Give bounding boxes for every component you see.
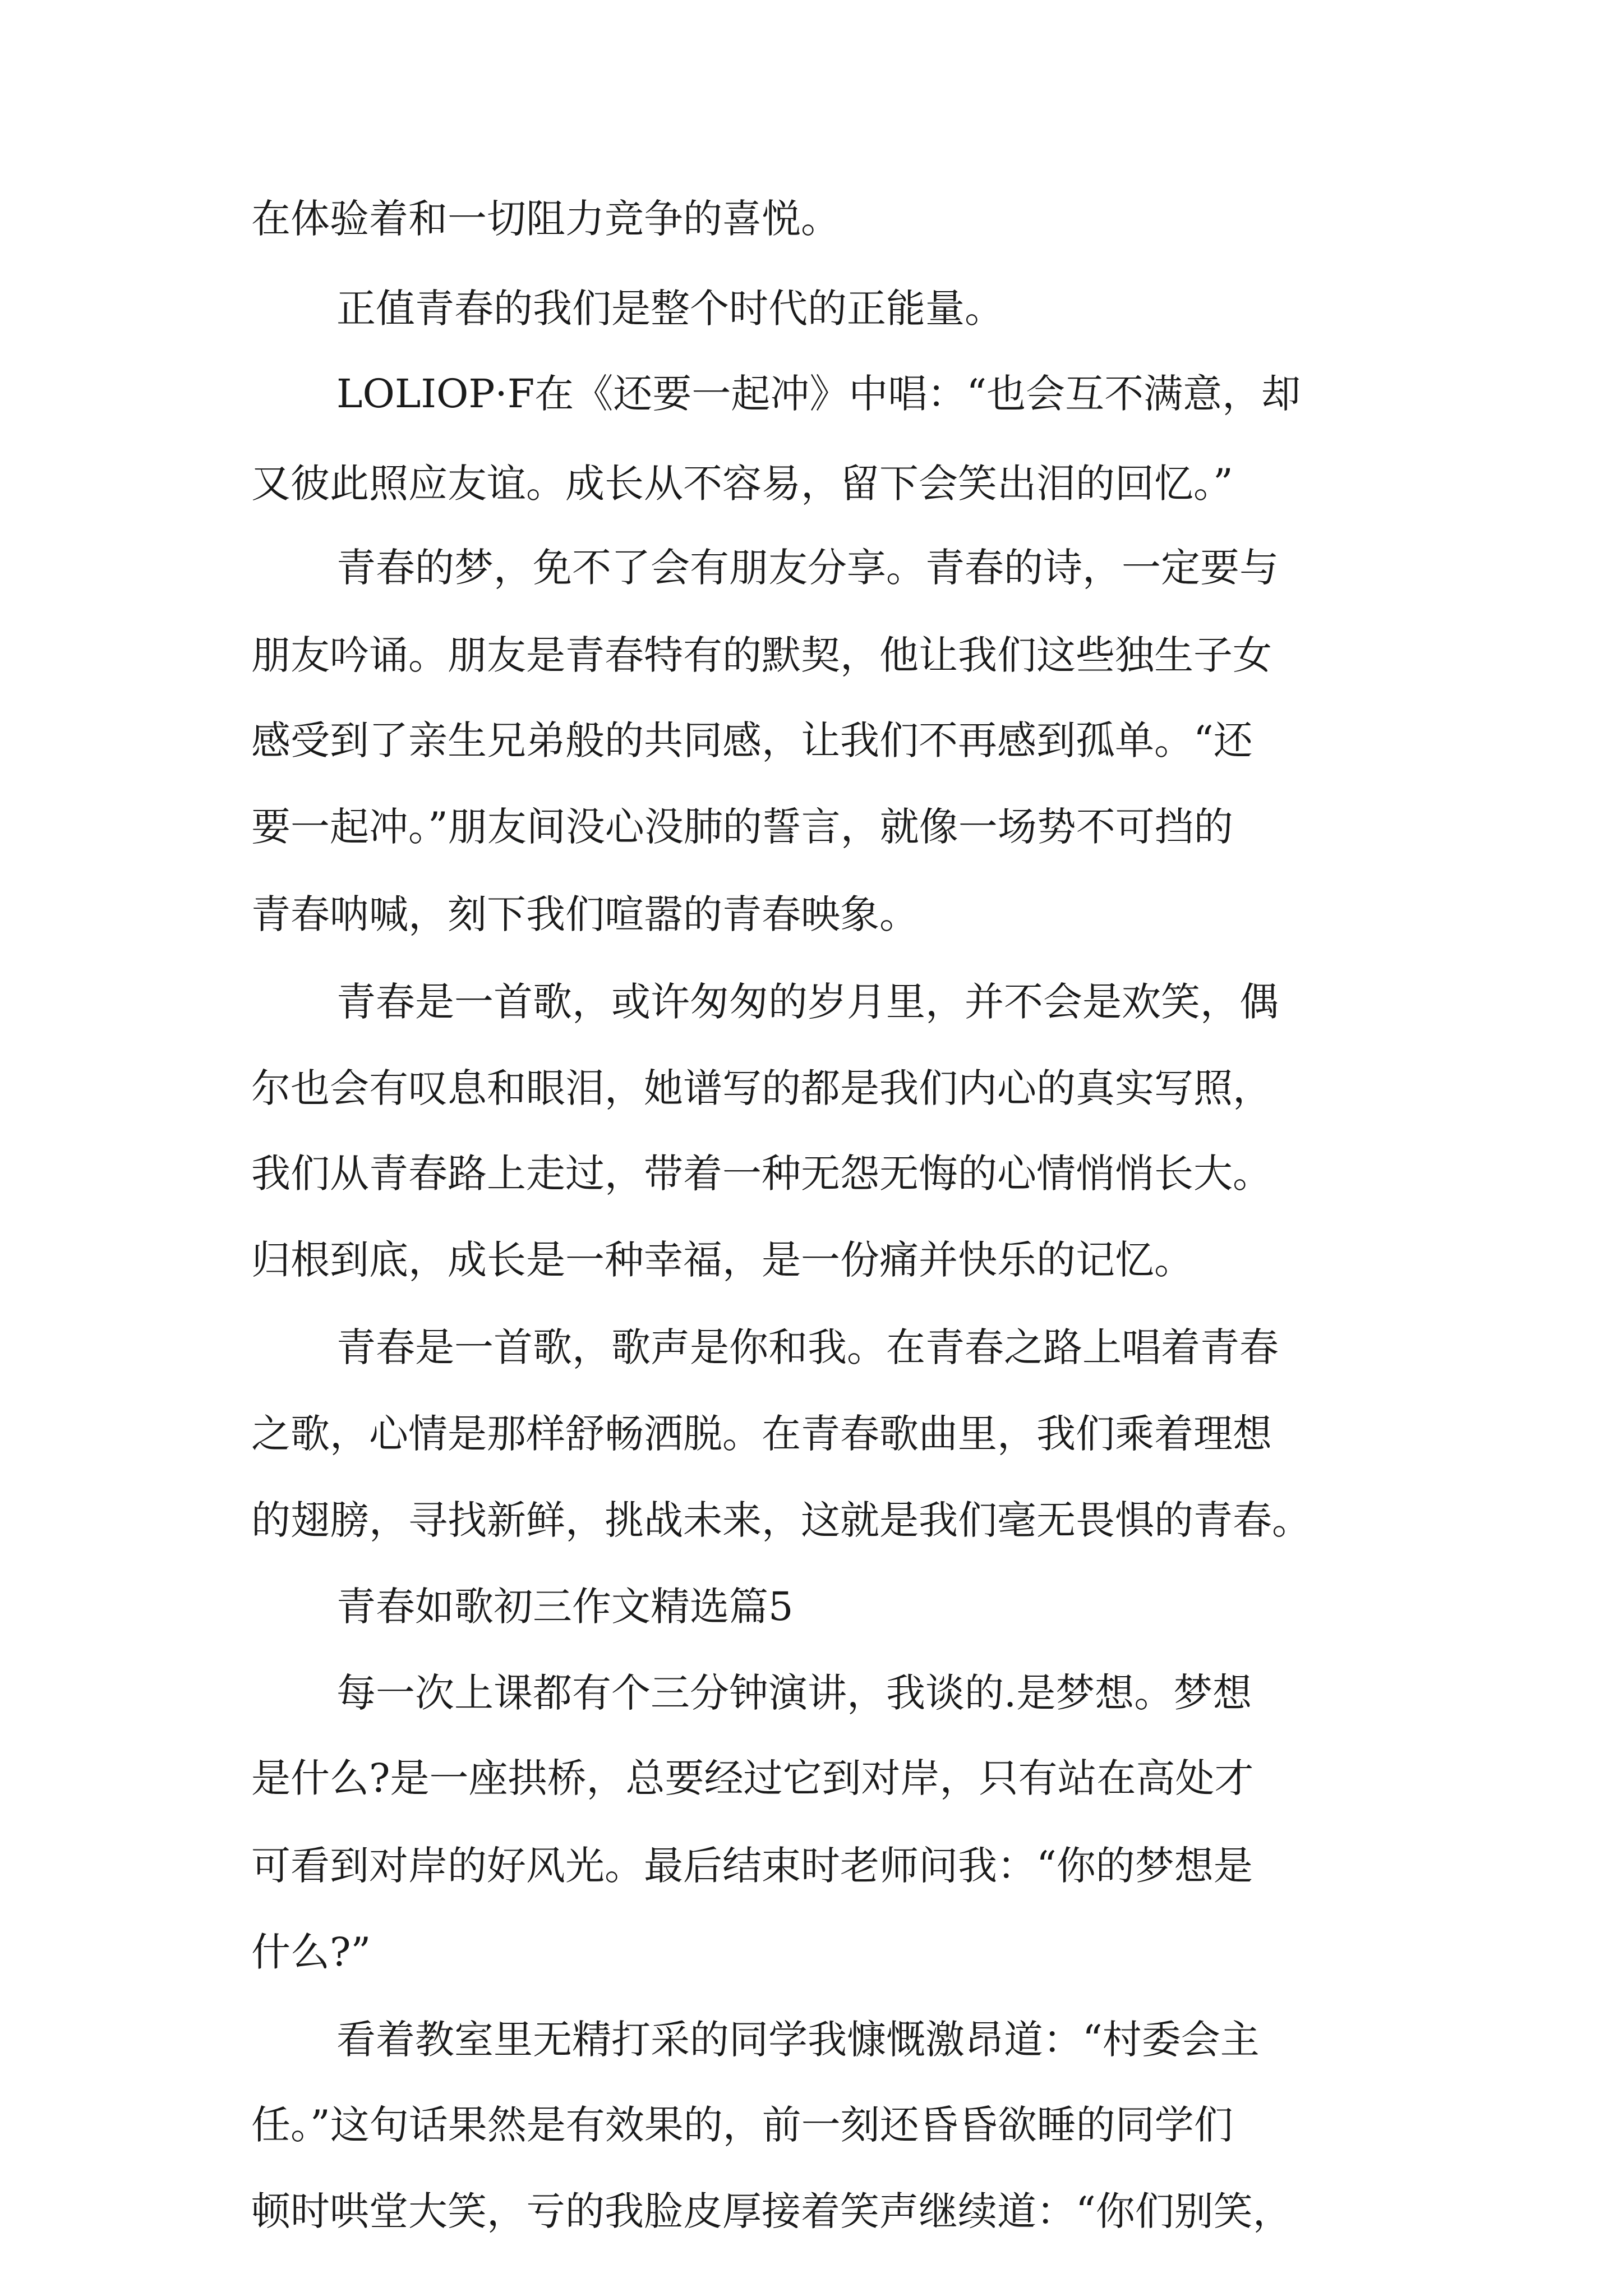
- text-line: 归根到底，成长是一种幸福，是一份痛并快乐的记忆。: [251, 1237, 1193, 1283]
- text-line: 要一起冲。”朋友间没心没肺的誓言，就像一场势不可挡的: [251, 804, 1233, 850]
- text-line: 之歌，心情是那样舒畅洒脱。在青春歌曲里，我们乘着理想: [251, 1411, 1272, 1457]
- text-line: 在体验着和一切阻力竞争的喜悦。: [251, 196, 840, 242]
- text-line: 尔也会有叹息和眼泪，她谱写的都是我们内心的真实写照，: [251, 1065, 1272, 1111]
- text-line: 任。”这句话果然是有效果的，前一刻还昏昏欲睡的同学们: [251, 2102, 1233, 2148]
- text-line: 的翅膀，寻找新鲜，挑战未来，这就是我们毫无畏惧的青春。: [251, 1497, 1311, 1543]
- text-line: 正值青春的我们是整个时代的正能量。: [336, 286, 1004, 332]
- text-line: 青春是一首歌，歌声是你和我。在青春之路上唱着青春: [336, 1324, 1279, 1370]
- text-line: 什么?”: [251, 1929, 371, 1975]
- text-line: 感受到了亲生兄弟般的共同感，让我们不再感到孤单。“还: [251, 717, 1253, 763]
- text-line: 又彼此照应友谊。成长从不容易，留下会笑出泪的回忆。”: [251, 461, 1233, 507]
- text-line: LOLIOP·F在《还要一起冲》中唱：“也会互不满意，却: [336, 371, 1301, 417]
- text-line: 是什么?是一座拱桥，总要经过它到对岸，只有站在高处才: [251, 1755, 1254, 1801]
- text-line: 朋友吟诵。朋友是青春特有的默契，他让我们这些独生子女: [251, 632, 1272, 678]
- text-line: 青春是一首歌，或许匆匆的岁月里，并不会是欢笑，偶: [336, 979, 1279, 1025]
- text-line: 青春的梦，免不了会有朋友分享。青春的诗，一定要与: [336, 545, 1279, 591]
- text-line: 看着教室里无精打采的同学我慷慨激昂道：“村委会主: [336, 2017, 1260, 2063]
- text-line: 我们从青春路上走过，带着一种无怨无悔的心情悄悄长大。: [251, 1151, 1272, 1197]
- section-heading: 青春如歌初三作文精选篇5: [336, 1584, 794, 1630]
- text-line: 顿时哄堂大笑，亏的我脸皮厚接着笑声继续道：“你们别笑，: [251, 2188, 1292, 2234]
- text-line: 青春呐喊，刻下我们喧嚣的青春映象。: [251, 891, 919, 937]
- text-line: 可看到对岸的好风光。最后结束时老师问我：“你的梦想是: [251, 1843, 1253, 1889]
- text-line: 每一次上课都有个三分钟演讲，我谈的.是梦想。梦想: [336, 1670, 1252, 1716]
